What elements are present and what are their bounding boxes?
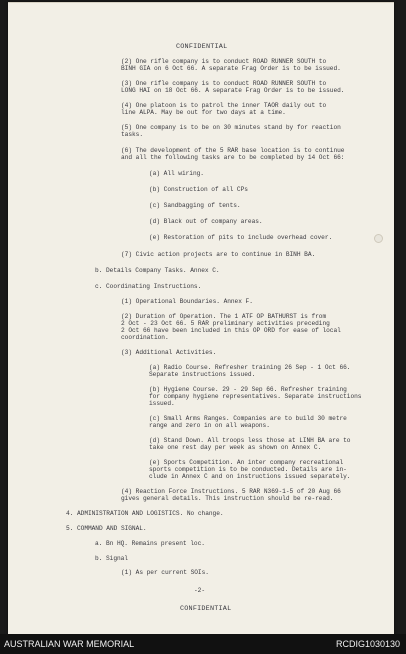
- doc-line: (4) One platoon is to patrol the inner TAOR daily out to: [121, 102, 327, 109]
- doc-line: 5. COMMAND AND SIGNAL.: [66, 525, 147, 532]
- doc-line: (4) Reaction Force Instructions. 5 RAR N369-1-5 of 20 Aug 66: [121, 488, 341, 495]
- doc-line: (e) Sports Competition. An inter company recreational: [149, 459, 344, 466]
- doc-line: for company hygiene representatives. Separate instructions: [149, 393, 362, 400]
- doc-line: clude in Annex C and on instructions issued separately.: [149, 473, 351, 480]
- doc-line: Separate instructions issued.: [149, 371, 256, 378]
- doc-line: (c) Sandbagging of tents.: [149, 202, 241, 209]
- doc-line: coordination.: [121, 334, 169, 341]
- doc-line: (d) Stand Down. All troops less those at LINH BA are to: [149, 437, 351, 444]
- doc-line: (3) One rifle company is to conduct ROAD RUNNER SOUTH to: [121, 80, 327, 87]
- paper-crease: [8, 2, 394, 3]
- doc-line: (b) Construction of all CPs: [149, 186, 248, 193]
- doc-line: gives general details. This instruction should be re-read.: [121, 495, 334, 502]
- doc-line: range and zero in on all weapons.: [149, 422, 270, 429]
- doc-line: (2) One rifle company is to conduct ROAD RUNNER SOUTH to: [121, 58, 327, 65]
- doc-line: (d) Black out of company areas.: [149, 218, 263, 225]
- doc-line: (1) Operational Boundaries. Annex F.: [121, 298, 253, 305]
- doc-line: tasks.: [121, 131, 143, 138]
- paper-mark-icon: [374, 234, 383, 243]
- archive-footer: [0, 634, 406, 654]
- doc-line: b. Signal: [95, 555, 128, 562]
- doc-line: issued.: [149, 400, 175, 407]
- doc-line: (e) Restoration of pits to include overhead cover.: [149, 234, 333, 241]
- doc-line: LONG HAI on 18 Oct 66. A separate Frag Order is to be issued.: [121, 87, 345, 94]
- doc-line: (5) One company is to be on 30 minutes stand by for reaction: [121, 124, 341, 131]
- document-page: [8, 2, 394, 634]
- doc-line: b. Details Company Tasks. Annex C.: [95, 267, 220, 274]
- header-classification: CONFIDENTIAL: [176, 43, 228, 51]
- doc-line: take one rest day per week as shown on Annex C.: [149, 444, 322, 451]
- doc-line: (a) Radio Course. Refresher training 26 Sep - 1 Oct 66.: [149, 364, 351, 371]
- doc-line: sports competition is to be conducted. Details are in-: [149, 466, 347, 473]
- doc-line: (6) The development of the 5 RAR base location is to continue: [121, 147, 345, 154]
- doc-line: (3) Additional Activities.: [121, 349, 217, 356]
- doc-line: (1) As per current SOIs.: [121, 569, 209, 576]
- doc-line: (2) Duration of Operation. The 1 ATF OP BATHURST is from: [121, 313, 327, 320]
- doc-line: and all the following tasks are to be completed by 14 Oct 66:: [121, 154, 345, 161]
- doc-line: 2 Oct 66 have been included in this OP ORD for ease of local: [121, 327, 341, 334]
- doc-line: BINH GIA on 6 Oct 66. A separate Frag Order is to be issued.: [121, 65, 341, 72]
- page-number: -2-: [194, 587, 205, 594]
- doc-line: (7) Civic action projects are to continue in BINH BA.: [121, 251, 316, 258]
- doc-line: c. Coordinating Instructions.: [95, 283, 202, 290]
- doc-line: (a) All wiring.: [149, 170, 204, 177]
- footer-classification: CONFIDENTIAL: [180, 605, 232, 613]
- doc-line: (c) Small Arms Ranges. Companies are to build 30 metre: [149, 415, 347, 422]
- doc-line: line ALPA. May be out for two days at a time.: [121, 109, 286, 116]
- doc-line: a. Bn HQ. Remains present loc.: [95, 540, 205, 547]
- doc-line: 2 Oct - 23 Oct 66. 5 RAR preliminary activities preceding: [121, 320, 330, 327]
- doc-line: (b) Hygiene Course. 29 - 29 Sep 66. Refresher training: [149, 386, 347, 393]
- doc-line: 4. ADMINISTRATION AND LOGISTICS. No change.: [66, 510, 224, 517]
- archive-name: AUSTRALIAN WAR MEMORIAL: [4, 639, 135, 649]
- archive-record-id: RCDIG1030130: [335, 639, 400, 649]
